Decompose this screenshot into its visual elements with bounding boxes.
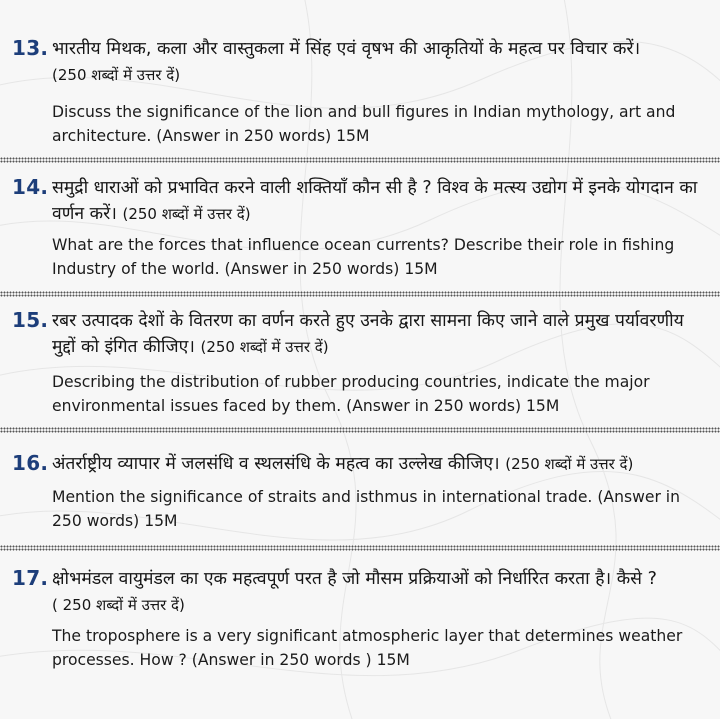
question-hindi-text: समुद्री धाराओं को प्रभावित करने वाली शक्तियाँ कौन सी है ? विश्व के मत्स्य उद्योग में इनके योगदान का वर्णन करें।	[52, 178, 698, 224]
question-hindi-text: रबर उत्पादक देशों के वितरण का वर्णन करते हुए उनके द्वारा सामना किए जाने वाले प्रमुख पर्यावरणीय मुद्दों को इंगित कीजिए।	[52, 311, 684, 357]
question-hindi-note: ( 250 शब्दों में उत्तर दें)	[52, 596, 185, 614]
question-hindi-note: (250 शब्दों में उत्तर दें)	[122, 205, 251, 223]
question-english-text: Mention the significance of straits and isthmus in international trade. (Answer in 250 words) 15M	[52, 488, 681, 530]
question-hindi-text: भारतीय मिथक, कला और वास्तुकला में सिंह एवं वृषभ की आकृतियों के महत्व पर विचार करें।	[52, 39, 641, 59]
question-number: 15.	[12, 308, 49, 332]
question-english-text: Describing the distribution of rubber producing countries, indicate the major environmental issues faced by them. (Answer in 250 words) 15M	[52, 373, 650, 415]
question-hindi-text: अंतर्राष्ट्रीय व्यापार में जलसंधि व स्थलसंधि के महत्व का उल्लेख कीजिए।	[52, 454, 500, 474]
question-hindi-note: (250 शब्दों में उत्तर दें)	[52, 66, 181, 84]
question-hindi-note: (250 शब्दों में उत्तर दें)	[505, 455, 634, 473]
question-english-text: Discuss the significance of the lion and bull figures in Indian mythology, art and architecture. (Answer in 250 words) 15M	[52, 103, 676, 145]
question-hindi-text: क्षोभमंडल वायुमंडल का एक महत्वपूर्ण परत है जो मौसम प्रक्रियाओं को निर्धारित करता है। कैसे ?	[52, 569, 657, 589]
dotted-divider	[0, 291, 720, 297]
question-number: 17.	[12, 566, 49, 590]
question-number: 13.	[12, 36, 49, 60]
question-english-text: The troposphere is a very significant atmospheric layer that determines weather processes. How ? (Answer in 250 words ) 15M	[52, 627, 683, 669]
question-number: 14.	[12, 175, 49, 199]
question-english-text: What are the forces that influence ocean currents? Describe their role in fishing Industry of the world. (Answer in 250 words) 15M	[52, 236, 675, 278]
dotted-divider	[0, 545, 720, 551]
question-hindi-note: (250 शब्दों में उत्तर दें)	[200, 338, 329, 356]
question-number: 16.	[12, 451, 49, 475]
dotted-divider	[0, 427, 720, 433]
dotted-divider	[0, 157, 720, 163]
